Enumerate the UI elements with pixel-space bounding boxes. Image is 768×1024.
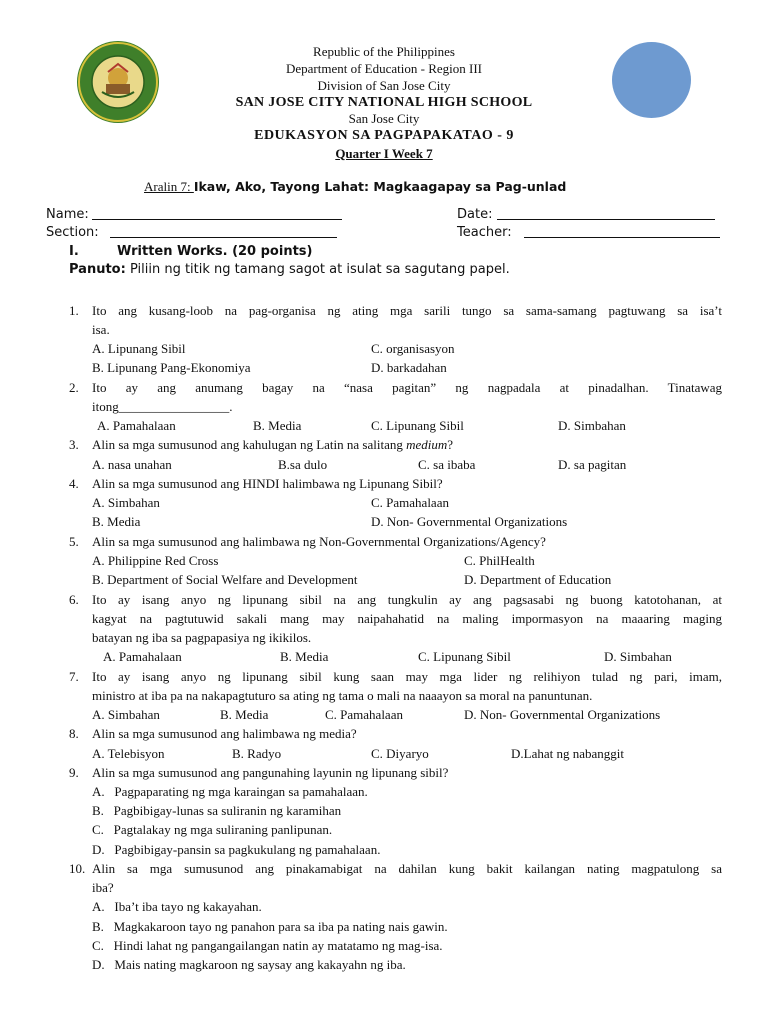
question-text-part: Alin sa mga sumusunod ang kahulugan ng Latin na salitang [92,437,407,452]
date-field[interactable] [497,219,715,220]
question-number: 2. [69,380,79,395]
section-title: Written Works. (20 points) [117,244,313,259]
question-text: Alin sa mga sumusunod ang pinakamabigat na dahilan kung bakit kailangan nating magpatulong sa [92,861,722,876]
option: A. Telebisyon [92,746,165,761]
option: D. Pagbibigay-pansin sa pagkukulang ng pamahalaan. [92,842,381,857]
header-quarter: Quarter I Week 7 [335,146,433,161]
option: B. Media [92,514,141,529]
question-text: Ito ay isang anyo ng lipunang sibil na ang tungkulin ay ang pagsasabi ng buong katotohanan, at [92,592,722,607]
option: A. Iba’t iba tayo ng kakayahan. [92,899,262,914]
header-school: SAN JOSE CITY NATIONAL HIGH SCHOOL [235,95,533,110]
question-text: Ito ay isang anyo ng lipunang sibil kung saan may mga lider ng relihiyon tulad ng pari, imam, [92,669,722,684]
option: B. Media [253,418,302,433]
option: B. Department of Social Welfare and Development [92,572,358,587]
name-label: Name: [46,207,89,222]
lesson-title [144,179,566,195]
option: B. Magkakaroon tayo ng panahon para sa iba pa nating nais gawin. [92,919,448,934]
option: A. Simbahan [92,495,160,510]
option: C. Pamahalaan [371,495,449,510]
option: A. nasa unahan [92,457,172,472]
teacher-label: Teacher: [457,225,512,240]
question-number: 3. [69,437,79,452]
option: D. barkadahan [371,360,447,375]
name-field[interactable] [92,219,342,220]
question-number: 9. [69,765,79,780]
option: B.sa dulo [278,457,328,472]
question-number: 8. [69,726,79,741]
option: C. PhilHealth [464,553,535,568]
date-label: Date: [457,207,493,222]
option: B. Lipunang Pang-Ekonomiya [92,360,251,375]
question-text: kagyat na pagtutuwid sakali mang may naipahahatid na maling impormasyon na maaaring maging [92,611,722,626]
instructions [69,262,510,277]
option: D.Lahat ng nabanggit [511,746,624,761]
option: A. Philippine Red Cross [92,553,219,568]
header-department: Department of Education - Region III [285,61,482,76]
header-subject: EDUKASYON SA PAGPAPAKATAO - 9 [254,128,514,143]
question-number: 4. [69,476,79,491]
question-text: itong_________________. [92,399,233,414]
option: D. Department of Education [464,572,612,587]
question-text: Alin sa mga sumusunod ang HINDI halimbawa ng Lipunang Sibil? [92,476,443,491]
option: D. Simbahan [604,649,672,664]
question-text: Ito ay ang anumang bagay na “nasa pagitan” ng nagpadala at pinadalhan. Tinatawag [92,380,722,395]
option: C. organisasyon [371,341,455,356]
question-text: Ito ang kusang-loob na pag-organisa ng ating mga sarili tungo sa sama-samang pagtuwang sa isa’t [92,303,722,318]
instructions-text: Piliin ng titik ng tamang sagot at isulat sa sagutang papel. [129,262,510,277]
section-label: Section: [46,225,99,240]
section-field[interactable] [110,237,337,238]
question-text: isa. [92,322,110,337]
question-number: 6. [69,592,79,607]
question-text-italic: medium [406,437,448,452]
option: C. Hindi lahat ng pangangailangan natin ay matatamo ng mag-isa. [92,938,443,953]
question-text: Alin sa mga sumusunod ang halimbawa ng Non-Governmental Organizations/Agency? [92,534,546,549]
question-text-part: ? [447,437,454,452]
option: D. Non- Governmental Organizations [371,514,568,529]
teacher-field[interactable] [524,237,720,238]
option: A. Lipunang Sibil [92,341,186,356]
question-text: ministro at iba pa na nakapagtuturo sa ating ng tama o mali na naaayon sa moral na panuntunan. [92,688,593,703]
option: B. Pagbibigay-lunas sa suliranin ng karamihan [92,803,342,818]
instructions-label: Panuto: [69,262,126,277]
question-text [92,435,453,454]
question-number: 10. [69,861,86,876]
question-text: Alin sa mga sumusunod ang pangunahing layunin ng lipunang sibil? [92,765,449,780]
question-text: Alin sa mga sumusunod ang halimbawa ng media? [92,726,357,741]
option: C. Pagtalakay ng mga suliraning panlipunan. [92,822,333,837]
option: D. sa pagitan [558,457,627,472]
option: B. Radyo [232,746,282,761]
option: D. Simbahan [558,418,626,433]
option: A. Pamahalaan [97,418,176,433]
option: B. Media [220,707,269,722]
option: A. Pagpaparating ng mga karaingan sa pamahalaan. [92,784,368,799]
header-city: San Jose City [348,111,420,126]
question-1 [69,301,79,320]
question-text: iba? [92,880,114,895]
option: D. Non- Governmental Organizations [464,707,661,722]
option: C. Lipunang Sibil [371,418,464,433]
option: D. Mais nating magkaroon ng saysay ang kakayahn ng iba. [92,957,406,972]
option: C. sa ibaba [418,457,476,472]
question-number: 7. [69,669,79,684]
header-division: Division of San Jose City [317,78,451,93]
option: C. Diyaryo [371,746,429,761]
question-number: 5. [69,534,79,549]
option: B. Media [280,649,329,664]
lesson-name: Ikaw, Ako, Tayong Lahat: Magkaagapay sa Pag-unlad [193,179,567,194]
option: C. Pamahalaan [325,707,403,722]
option: A. Simbahan [92,707,160,722]
option: A. Pamahalaan [103,649,182,664]
header-republic: Republic of the Philippines [313,44,455,59]
lesson-prefix: Aralin 7: [144,179,194,194]
question-number: 1. [69,303,79,318]
option: C. Lipunang Sibil [418,649,511,664]
question-text: batayan ng iba sa pagpapasiya ng ikikilos. [92,630,312,645]
section-roman: I. [69,244,79,259]
